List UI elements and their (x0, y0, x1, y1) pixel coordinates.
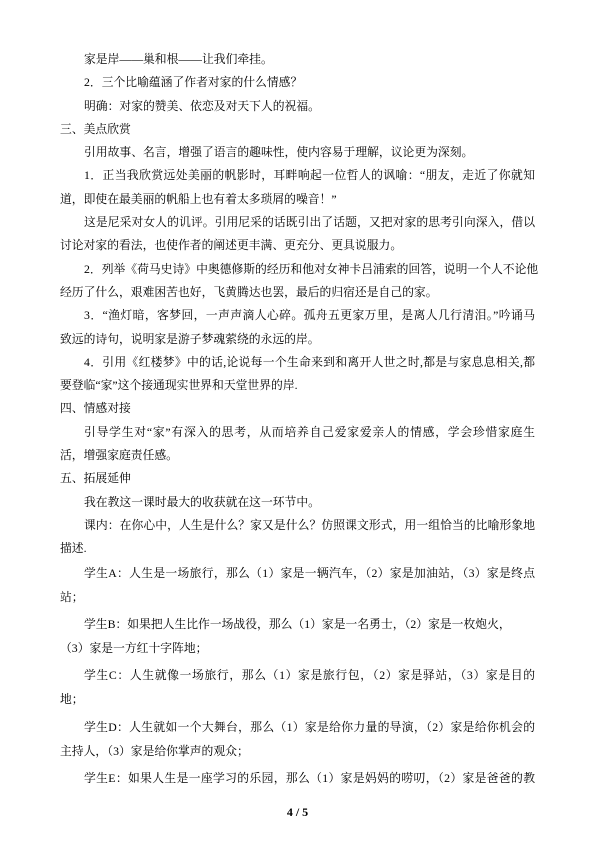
student-answer (60, 561, 535, 609)
paragraph (60, 514, 535, 561)
paragraph (60, 95, 535, 118)
text-line: 我在教这一课时最大的收获就在这一环节中。 (84, 494, 320, 509)
text-line: 讨论对家的看法，也使作者的阐述更丰满、更充分、更具说服力。 (60, 238, 403, 253)
text-line: 道，即使在最美丽的帆船上也有着太多琐屑的噪音！” (60, 191, 337, 206)
paragraph (60, 351, 535, 398)
text-line: 地； (60, 692, 84, 707)
paragraph (60, 164, 535, 211)
text-line: 站； (60, 589, 84, 604)
paragraph (60, 491, 535, 514)
text-line: （3）家是一方红十字阵地； (60, 641, 208, 656)
text-line: 学生D：人生就如一个大舞台，那么（1）家是给你力量的导演，（2）家是给你机会的 (84, 719, 535, 734)
page-number: 4 / 5 (286, 805, 309, 819)
text-line: 3．“渔灯暗，客梦回，一声声滴人心碎。孤舟五更家万里，是离人几行清泪。”吟诵马 (84, 308, 535, 323)
text-line: 学生E：如果人生是一座学习的乐园，那么（1）家是妈妈的唠叨，（2）家是爸爸的教 (84, 771, 535, 786)
text-line: 要登临“家”这个接通现实世界和天堂世界的岸. (60, 378, 298, 393)
section-heading: 四、情感对接 (60, 401, 131, 416)
student-answer (60, 715, 535, 763)
paragraph (60, 211, 535, 258)
student-answer (60, 766, 535, 790)
student-answer (60, 663, 535, 711)
text-line: 4．引用《红楼梦》中的话,论说每一个生命来到和离开人世之时,都是与家息息相关,都 (84, 354, 535, 369)
text-line: 引用故事、名言，增强了语言的趣味性，使内容易于理解，议论更为深刻。 (84, 145, 474, 160)
text-line: 学生A：人生是一场旅行，那么（1）家是一辆汽车，（2）家是加油站，（3）家是终点 (84, 565, 535, 580)
text-line: 经历了什么，艰难困苦也好，飞黄腾达也罢，最后的归宿还是自己的家。 (60, 284, 438, 299)
text-line: 主持人，（3）家是给你掌声的观众； (60, 743, 249, 758)
text-line: 课内：在你心中，人生是什么？家又是什么？仿照课文形式，用一组恰当的比喻形象地 (84, 517, 535, 532)
text-line: 2．三个比喻蕴涵了作者对家的什么情感？ (84, 75, 303, 90)
text-line: 这是尼采对女人的讥评。引用尼采的话既引出了话题，又把对家的思考引向深入，借以 (84, 215, 535, 230)
section-emotional-connection (60, 397, 535, 467)
text-line: 引导学生对“家”有深入的思考，从而培养自己爱家爱亲人的情感，学会珍惜家庭生 (84, 424, 535, 439)
text-line: 活，增强家庭责任感。 (60, 448, 178, 463)
paragraph (60, 71, 535, 94)
section-heading: 五、拓展延伸 (60, 471, 131, 486)
text-line: 学生B：如果把人生比作一场战役，那么（1）家是一名勇士，（2）家是一枚炮火， (84, 616, 511, 631)
document-body (60, 48, 539, 790)
section-appreciation (60, 118, 539, 398)
paragraph (60, 304, 535, 351)
section-heading: 三、美点欣赏 (60, 121, 131, 136)
paragraph (60, 421, 535, 468)
text-line: 明确：对家的赞美、依恋及对天下人的祝福。 (84, 98, 320, 113)
text-line: 致远的诗句，说明家是游子梦魂萦绕的永远的岸。 (60, 331, 320, 346)
text-line: 学生C：人生就像一场旅行，那么（1）家是旅行包，（2）家是驿站，（3）家是目的 (84, 668, 535, 683)
student-answers (60, 561, 535, 791)
section-extension (60, 467, 535, 790)
text-line: 描述. (60, 541, 87, 556)
paragraph (60, 141, 535, 164)
paragraph (60, 258, 539, 305)
text-line: 家是岸——巢和根——让我们牵挂。 (84, 52, 273, 66)
student-answer (60, 612, 535, 660)
text-line: 2．列举《荷马史诗》中奥德修斯的经历和他对女神卡吕浦索的回答，说明一个人不论他 (84, 261, 539, 276)
paragraph (60, 48, 535, 71)
text-line: 1．正当我欣赏远处美丽的帆影时，耳畔响起一位哲人的讽喻：“朋友，走近了你就知 (84, 168, 535, 183)
